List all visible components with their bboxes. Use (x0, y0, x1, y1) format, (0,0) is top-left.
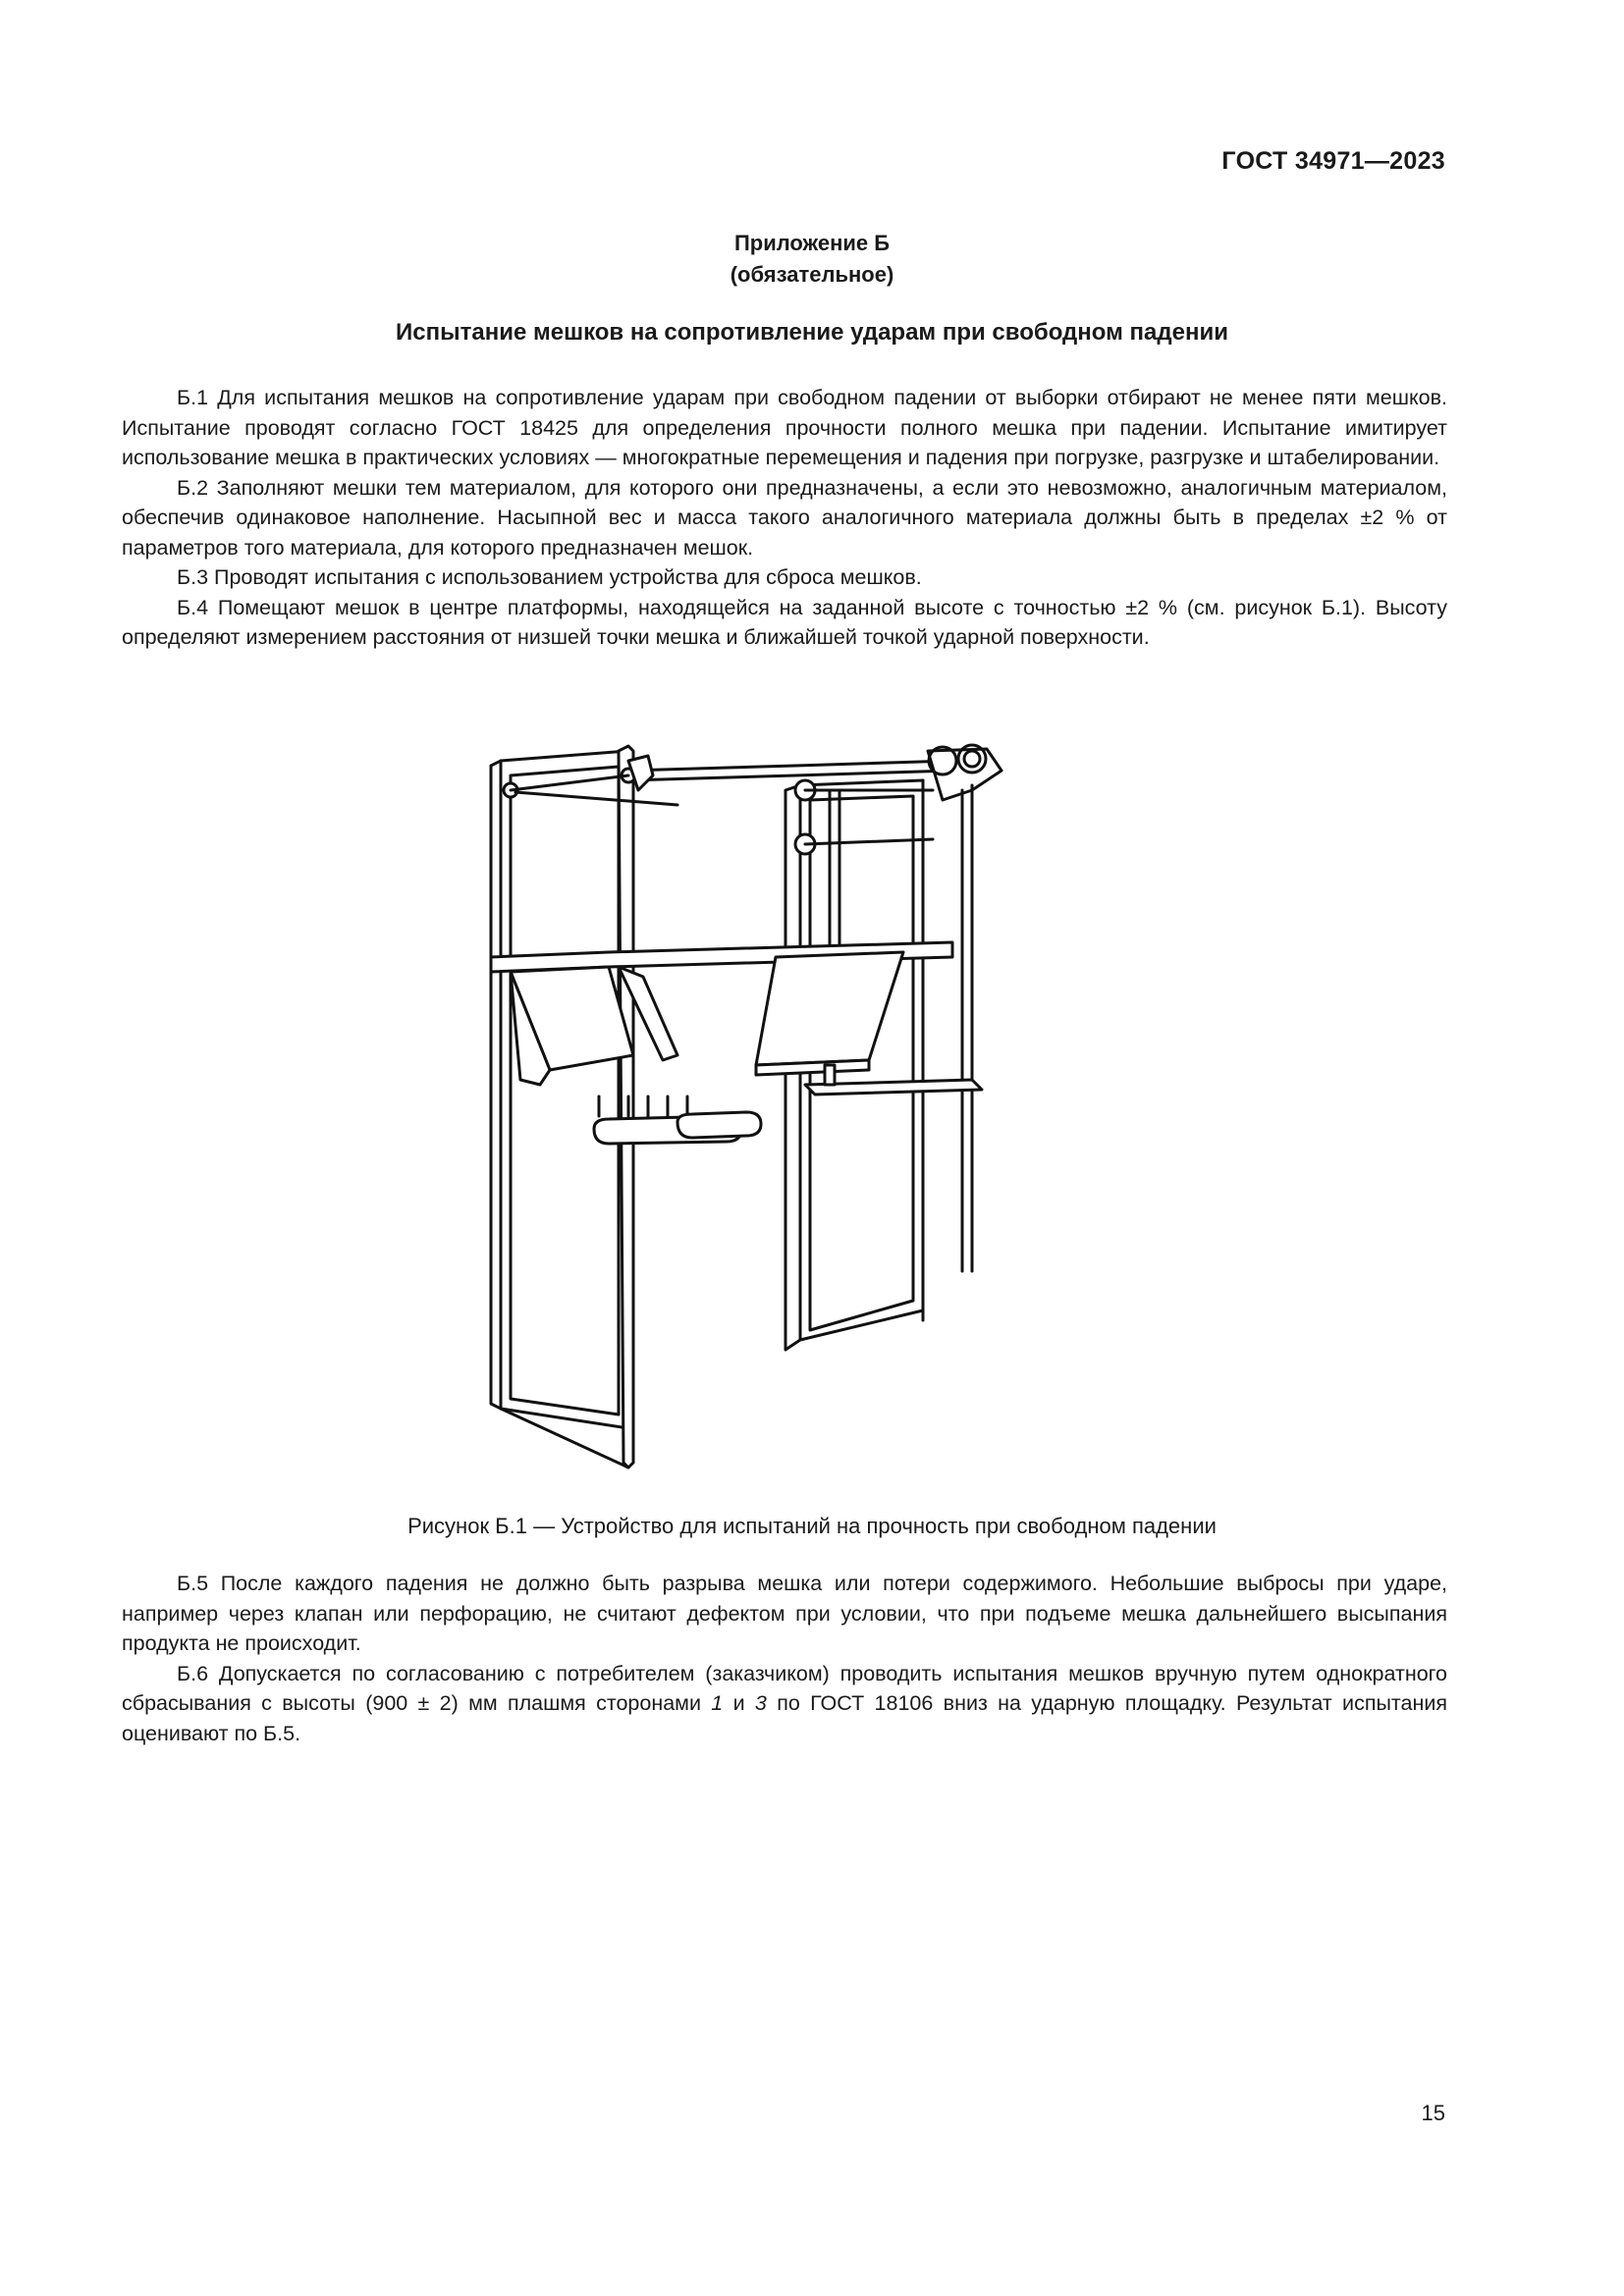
paragraph-b6 (122, 1659, 1447, 1749)
document-standard-header: ГОСТ 34971—2023 (1221, 147, 1445, 175)
paragraph-b6-part2: по ГОСТ 18106 вниз на ударную площадку. Результат испытания оценивают по Б.5. (122, 1691, 1447, 1745)
drop-test-device-illustration (481, 731, 1090, 1487)
section-title: Испытание мешков на сопротивление ударам при свободном падении (396, 319, 1228, 346)
paragraph-b4: Б.4 Помещают мешок в центре платформы, находящейся на заданной высоте с точностью ±2 % (см. рисунок Б.1). Высоту определяют измерением расстояния от низшей точки мешка и ближайшей точкой ударной поверхности. (122, 595, 1447, 649)
paragraph-b6-and: и (723, 1691, 755, 1715)
paragraph-b5: Б.5 После каждого падения не должно быть разрыва мешка или потери содержимого. Небольшие выбросы при ударе, например через клапан или перфорацию, не считают дефектом при условии, что при подъеме мешка дальнейшего высыпания продукта не происходит. (122, 1572, 1447, 1655)
paragraph-b3: Б.3 Проводят испытания с использованием устройства для сброса мешков. (177, 565, 922, 589)
figure-drop-test-device (481, 731, 1090, 1487)
paragraph-b1: Б.1 Для испытания мешков на сопротивление ударам при свободном падении от выборки отбирают не менее пяти мешков. Испытание проводят согласно ГОСТ 18425 для определения прочности полного мешка при падении. Испытание имитирует использование мешка в практических условиях — многократные перемещения и падения при погрузке, разгрузке и штабелировании. (122, 386, 1447, 469)
left-frame (491, 746, 633, 1468)
figure-caption: Рисунок Б.1 — Устройство для испытаний на прочность при свободном падении (407, 1514, 1217, 1538)
annex-title: Приложение Б (733, 231, 891, 255)
text-block-lower (122, 1569, 1447, 1748)
annex-heading (0, 228, 1624, 291)
text-block-upper (122, 383, 1447, 653)
side-number-1: 1 (711, 1691, 724, 1715)
page-number: 15 (1421, 2101, 1445, 2125)
paragraph-b6-part1: Б.6 Допускается по согласованию с потребителем (заказчиком) проводить испытания мешков вручную путем однократного сбрасывания с высоты (900 ± 2) мм плашмя сторонами (122, 1661, 1447, 1715)
annex-status: (обязательное) (730, 262, 894, 287)
paragraph-b2: Б.2 Заполняют мешки тем материалом, для которого они предназначены, а если это невозможно, аналогичным материалом, обеспечив одинаковое наполнение. Насыпной вес и масса такого аналогичного материала должны быть в пределах ±2 % от параметров того материала, для которого предназначен мешок. (122, 475, 1447, 560)
side-number-3: 3 (754, 1691, 767, 1715)
